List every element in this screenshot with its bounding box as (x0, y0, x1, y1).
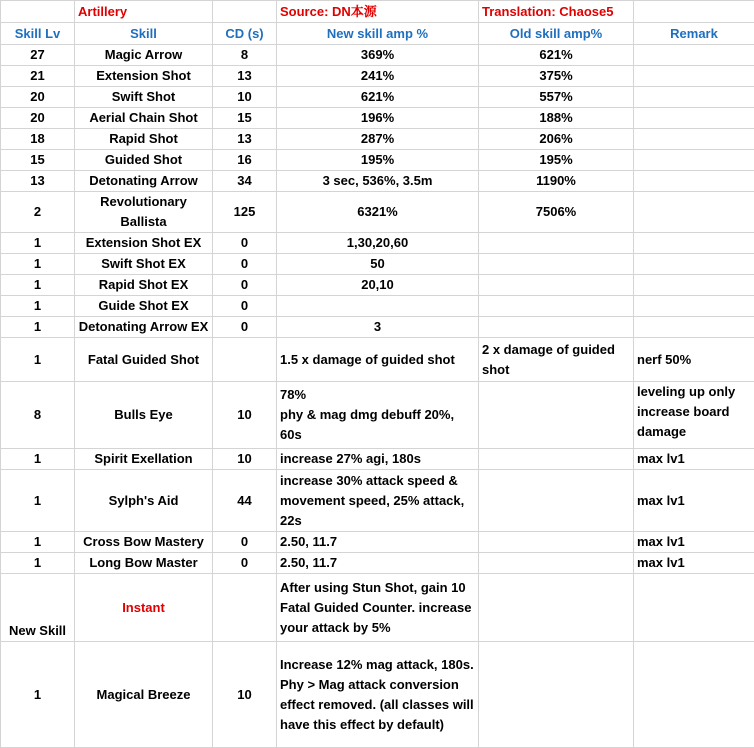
table-row: 1 Detonating Arrow EX 0 3 (1, 317, 754, 338)
translation-credit: Translation: Chaose5 (479, 1, 634, 23)
source-credit: Source: DN本源 (277, 1, 479, 23)
header-old-amp: Old skill amp% (479, 23, 634, 45)
table-row: 21 Extension Shot 13 241% 375% (1, 66, 754, 87)
table-row: 1 Magical Breeze 10 Increase 12% mag attack, 180s. Phy > Mag attack conversion effect removed. (all classes will have this effect by default) (1, 642, 754, 748)
header-skill-lv: Skill Lv (1, 23, 75, 45)
table-row: 1 Guide Shot EX 0 (1, 296, 754, 317)
table-row: 1 Swift Shot EX 0 50 (1, 254, 754, 275)
table-row: 27 Magic Arrow 8 369% 621% (1, 45, 754, 66)
table-row: 1 Spirit Exellation 10 increase 27% agi, 180s max lv1 (1, 449, 754, 470)
table-row: 1 Cross Bow Mastery 0 2.50, 11.7 max lv1 (1, 532, 754, 553)
table-row: 1 Extension Shot EX 0 1,30,20,60 (1, 233, 754, 254)
table-row: 20 Aerial Chain Shot 15 196% 188% (1, 108, 754, 129)
table-row: 1 Long Bow Master 0 2.50, 11.7 max lv1 (1, 553, 754, 574)
instant-label: Instant (75, 574, 213, 642)
header-new-amp: New skill amp % (277, 23, 479, 45)
table-row: 15 Guided Shot 16 195% 195% (1, 150, 754, 171)
table-row: 2 Revolutionary Ballista 125 6321% 7506% (1, 192, 754, 233)
header-remark: Remark (634, 23, 754, 45)
header-skill: Skill (75, 23, 213, 45)
table-row: 13 Detonating Arrow 34 3 sec, 536%, 3.5m 1190% (1, 171, 754, 192)
table-row: 18 Rapid Shot 13 287% 206% (1, 129, 754, 150)
table-row: 20 Swift Shot 10 621% 557% (1, 87, 754, 108)
header-row (1, 23, 754, 45)
table-row: New Skill Instant After using Stun Shot, gain 10 Fatal Guided Counter. increase your attack by 5% (1, 574, 754, 642)
table-row: 8 Bulls Eye 10 78% phy & mag dmg debuff 20%, 60s leveling up only increase board damage (1, 382, 754, 449)
title-row (1, 1, 754, 23)
new-skill-label: New Skill (1, 574, 75, 642)
table-row: 1 Rapid Shot EX 0 20,10 (1, 275, 754, 296)
table-row: 1 Fatal Guided Shot 1.5 x damage of guided shot 2 x damage of guided shot nerf 50% (1, 338, 754, 382)
header-cd: CD (s) (213, 23, 277, 45)
table-row: 1 Sylph's Aid 44 increase 30% attack speed & movement speed, 25% attack, 22s max lv1 (1, 470, 754, 532)
class-name: Artillery (75, 1, 213, 23)
